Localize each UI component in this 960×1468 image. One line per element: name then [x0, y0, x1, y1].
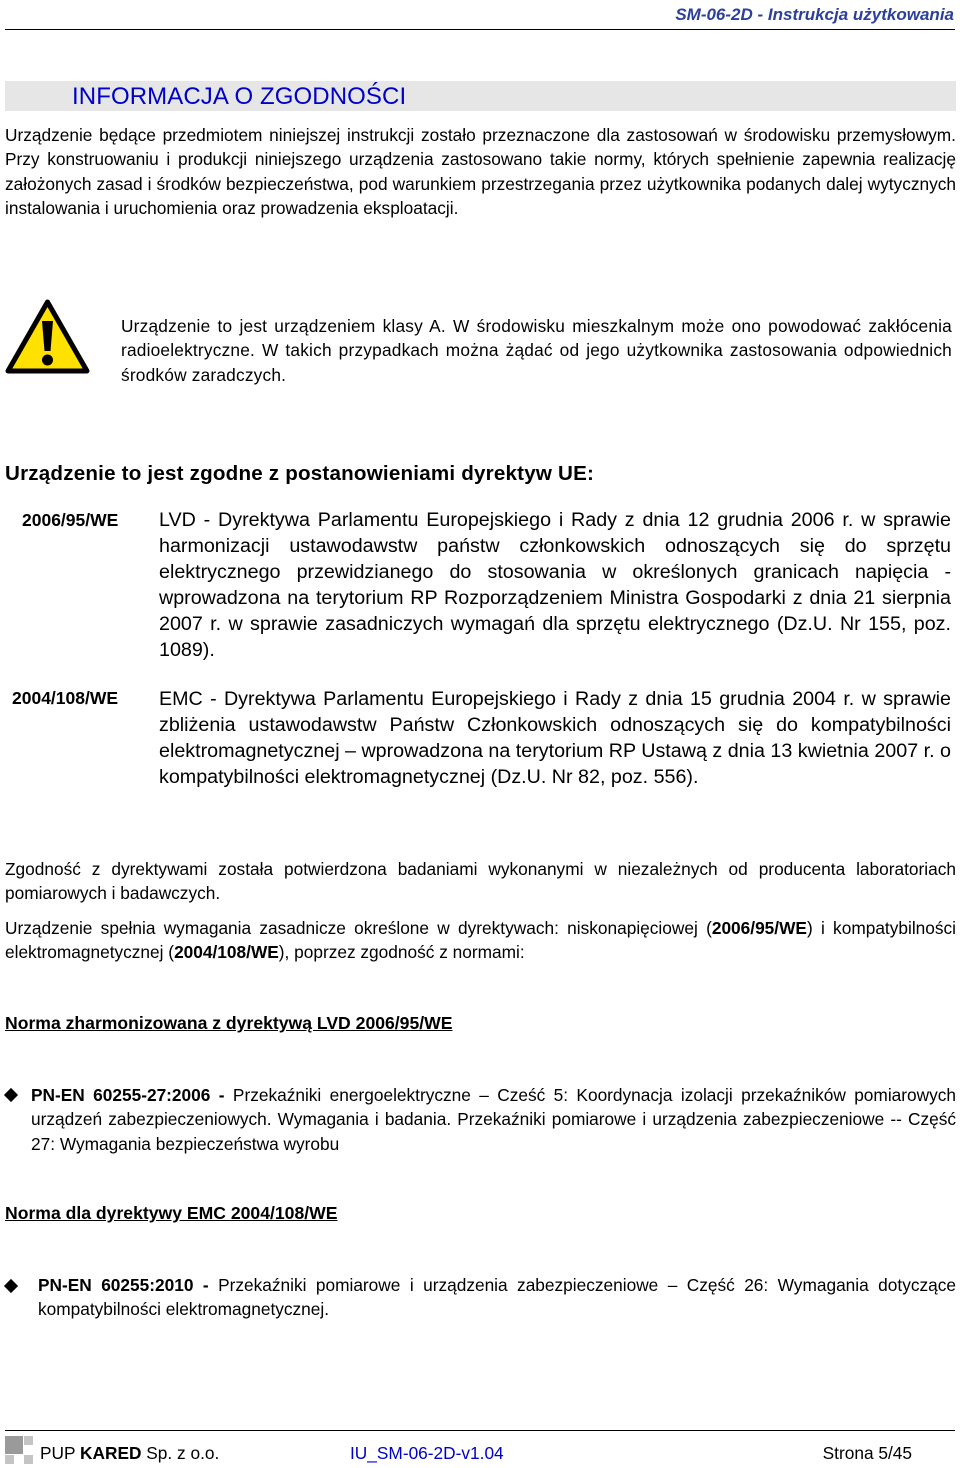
conformity-text: Zgodność z dyrektywami została potwierdzona badaniami wykonanymi w niezależnych od producenta laboratoriach pomiarowych i badawczych.: [5, 859, 956, 904]
requirements-paragraph: [5, 916, 956, 965]
requirements-text-3: ), poprzez zgodność z normami:: [278, 942, 525, 963]
norm-emc-item: [38, 1273, 956, 1322]
conformity-paragraph: [5, 857, 956, 906]
warning-text: Urządzenie to jest urządzeniem klasy A. W środowisku mieszkalnym może ono powodować zakłócenia radioelektryczne. W takich przypadkach można żądać od jego użytkownika zastosowania odpowiednich środków zaradczych.: [121, 316, 952, 385]
norm-emc-code: PN-EN 60255:2010 -: [38, 1275, 209, 1295]
intro-paragraph: [5, 123, 956, 220]
norm-lvd-heading: Norma zharmonizowana z dyrektywą LVD 2006/95/WE: [5, 1013, 453, 1033]
footer-document-id: IU_SM-06-2D-v1.04: [350, 1443, 504, 1463]
footer-company-name: KARED: [80, 1443, 142, 1463]
requirements-text-1: Urządzenie spełnia wymagania zasadnicze określone w dyrektywach: niskonapięciowej (: [5, 918, 712, 938]
intro-text: Urządzenie będące przedmiotem niniejszej instrukcji zostało przeznaczone dla zastosowań w środowisku przemysłowym. Przy konstruowaniu i produkcji niniejszego urządzenia zastosowano takie normy, których spełnienie zapewnia realizację założonych zasad i środków bezpieczeństwa, pod warunkiem przestrzegania przez użytkownika podanych dalej wytycznych instalowania i uruchomienia oraz prowadzenia eksploatacji.: [5, 125, 956, 218]
header-divider: [5, 29, 955, 30]
norm-lvd-text: Przekaźniki energoelektryczne – Cześć 5: Koordynacja izolacji przekaźników pomiarowych urządzeń zabezpieczeniowych. Wymagania i badania. Przekaźniki pomiarowe i urządzenia zabezpieczeniowe -- Część 27: Wymagania bezpieczeństwa wyrobu: [31, 1085, 957, 1154]
bullet-diamond-icon: [4, 1088, 18, 1102]
company-logo-icon: [5, 1436, 33, 1464]
directives-heading: Urządzenie to jest zgodne z postanowieniami dyrektyw UE:: [5, 462, 595, 485]
footer-page-number: Strona 5/45: [822, 1443, 912, 1463]
requirements-text-2: ) i kompatybilności elektromagnetycznej (: [5, 918, 957, 963]
directive-text-emc: EMC - Dyrektywa Parlamentu Europejskiego i Rady z dnia 15 grudnia 2004 r. w sprawie zbliżenia ustawodawstw Państw Członkowskich odnoszących się do kompatybilności elektromagnetycznej – wprowadzona na terytorium RP Ustawą z dnia 13 kwietnia 2007 r. o kompatybilności elektromagnetycznej (Dz.U. Nr 82, poz. 556).: [159, 688, 951, 788]
footer-company: PUP KARED Sp. z o.o.: [40, 1443, 220, 1463]
norm-lvd-item: [31, 1083, 956, 1156]
bullet-diamond-icon: [4, 1279, 18, 1293]
directive-code-lvd: 2006/95/WE: [22, 510, 119, 530]
section-title: INFORMACJA O ZGODNOŚCI: [72, 83, 407, 110]
directive-code-emc: 2004/108/WE: [12, 688, 119, 708]
footer-divider: [5, 1430, 955, 1431]
directive-text-lvd: LVD - Dyrektywa Parlamentu Europejskiego i Rady z dnia 12 grudnia 2006 r. w sprawie harmonizacji ustawodawstw państw członkowskich odnoszących się do sprzętu elektrycznego przewidzianego do stosowania w określonych granicach napięcia - wprowadzona na terytorium RP Rozporządzeniem Ministra Gospodarki z dnia 21 sierpnia 2007 r. w sprawie zasadniczych wymagań dla sprzętu elektrycznego (Dz.U. Nr 155, poz. 1089).: [159, 509, 951, 661]
norm-emc-heading: Norma dla dyrektywy EMC 2004/108/WE: [5, 1203, 338, 1223]
document-header-title: SM-06-2D - Instrukcja użytkowania: [675, 5, 954, 24]
requirements-emc-code: 2004/108/WE: [174, 942, 279, 963]
warning-triangle-icon: [5, 299, 90, 375]
norm-lvd-code: PN-EN 60255-27:2006 -: [31, 1085, 225, 1105]
requirements-lvd-code: 2006/95/WE: [711, 918, 807, 938]
norm-emc-text: Przekaźniki pomiarowe i urządzenia zabezpieczeniowe – Część 26: Wymagania dotyczące kompatybilności elektromagnetycznej.: [38, 1275, 956, 1320]
